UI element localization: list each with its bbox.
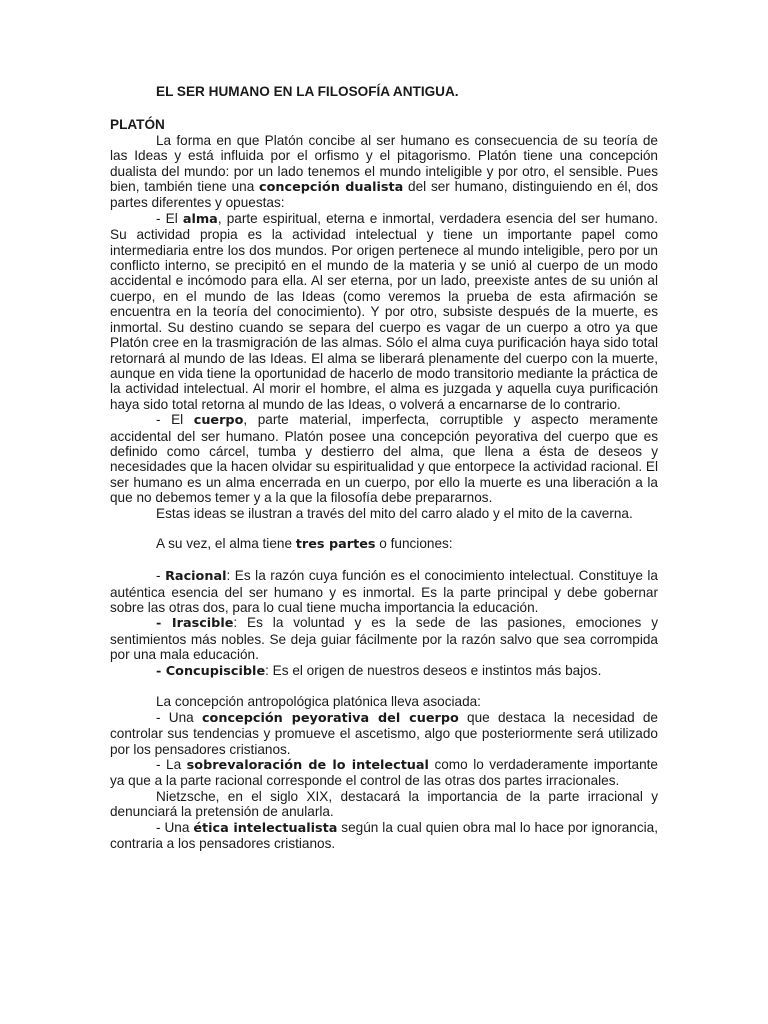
bold-term: concepción dualista <box>259 180 404 196</box>
bold-term: - Irascible <box>156 616 234 632</box>
bold-term: sobrevaloración de lo intelectual <box>186 758 429 774</box>
text-run: : Es la razón cuya función es el conocimiento intelectual. Constituye la auténtica esencia del ser humano y es inmortal. Es la parte principal y debe gobernar sobre las otras dos, para lo cual tiene mucha importancia la educación. <box>110 568 658 615</box>
document-page <box>110 84 658 851</box>
text-run: que destaca la necesidad de controlar sus tendencias y promueve el ascetismo, algo que posteriormente será utilizado por los pensadores cristianos. <box>110 709 658 757</box>
text-run: , parte material, imperfecta, corruptible y aspecto meramente accidental del ser humano. Platón posee una concepción peyorativa del cuerpo que es definido como cárcel, tumba y destierro del alma, que llena a ésta de deseos y necesidades que la hacen olvidar su espiritualidad y que entorpece la actividad racional. El ser humano es un alma encerrada en un cuerpo, por ello la muerte es una liberación a la que no debemos temer y a la que la filosofía debe prepararnos. <box>110 412 658 506</box>
text-run: - <box>156 568 166 584</box>
paragraph-tres-partes <box>110 536 658 552</box>
bold-term: Racional <box>165 569 227 585</box>
paragraph-concupiscible <box>110 663 658 679</box>
bold-term: - Concupiscible <box>156 663 266 679</box>
bold-term: cuerpo <box>193 413 244 429</box>
text-run: Estas ideas se ilustran a través del mito del carro alado y el mito de la caverna. <box>156 505 633 521</box>
paragraph-alma <box>110 211 658 412</box>
paragraph-intro <box>110 133 658 211</box>
text-run: - Una <box>156 709 202 725</box>
paragraph-sobrevaloracion <box>110 757 658 789</box>
bold-term: ética intelectualista <box>193 820 338 836</box>
text-run: : Es la voluntad y es la sede de las pasiones, emociones y sentimientos más nobles. Se deja guiar fácilmente por la razón salvo que sea corrompida por una mala educación. <box>110 615 659 663</box>
bold-term: alma <box>182 211 218 227</box>
text-run: : Es el origen de nuestros deseos e instintos más bajos. <box>265 662 602 678</box>
text-run: - El <box>156 210 183 226</box>
paragraph-cuerpo <box>110 412 658 505</box>
text-run: como lo verdaderamente importante ya que a la parte racional corresponde el control de las otras dos partes irracionales. <box>110 757 658 789</box>
text-run: A su vez, el alma tiene <box>156 536 296 552</box>
section-heading-platon: PLATÓN <box>110 117 165 133</box>
text-run: La concepción antropológica platónica lleva asociada: <box>156 694 481 710</box>
paragraph-racional <box>110 568 658 615</box>
text-run: o funciones: <box>375 536 453 552</box>
paragraph-mitos <box>110 506 658 521</box>
text-run: - El <box>156 412 194 428</box>
text-run: , parte espiritual, eterna e inmortal, verdadera esencia del ser humano. Su actividad propia es la actividad intelectual y tiene un importante papel como intermediaria entre los dos mundos. Por origen pertenece al mundo inteligible, pero por un conflicto interno, se precipitó en el mundo de la materia y se unió al cuerpo de un modo accidental e incómodo para ella. Al ser eterna, por un lado, preexiste antes de su unión al cuerpo, en el mundo de las Ideas (como veremos la prueba de esta afirmación se encuentra en la teoría del conocimiento). Y por otro, subsiste después de la muerte, es inmortal. Su destino cuando se separa del cuerpo es vagar de un cuerpo a otro ya que Platón cree en la trasmigración de las almas. Sólo el alma cuya purificación haya sido total retornará al mundo de las Ideas. El alma se liberará plenamente del cuerpo con la muerte, aunque en vida tiene la oportunidad de hacerlo de modo transitorio mediante la práctica de la actividad intelectual. Al morir el hombre, el alma es juzgada y aquella cuya purificación haya sido total retorna al mundo de las Ideas, o volverá a encarnarse de lo contrario. <box>110 210 658 412</box>
paragraph-nietzsche <box>110 789 658 820</box>
document-title: EL SER HUMANO EN LA FILOSOFÍA ANTIGUA. <box>156 84 459 99</box>
paragraph-conclusion-intro <box>110 694 658 709</box>
text-run: del ser humano, distinguiendo en él, dos partes diferentes y opuestas: <box>110 179 659 211</box>
text-run: - La <box>156 757 187 773</box>
text-run: Nietzsche, en el siglo XIX, destacará la importancia de la parte irracional y denunciará la pretensión de anularla. <box>110 788 658 820</box>
text-run: La forma en que Platón concibe al ser humano es consecuencia de su teoría de las Ideas y está influida por el orfismo y el pitagorismo. Platón tiene una concepción dualista del mundo: por un lado tenemos el mundo inteligible y por otro, el sensible. Pues bien, también tiene una <box>110 132 658 195</box>
paragraph-irascible <box>110 615 658 662</box>
text-run: - Una <box>156 819 194 835</box>
bold-term: concepción peyorativa del cuerpo <box>201 710 459 726</box>
paragraph-etica <box>110 820 658 852</box>
bold-term: tres partes <box>295 537 376 553</box>
text-run: según la cual quien obra mal lo hace por ignorancia, contraria a los pensadores cristianos. <box>110 819 658 852</box>
paragraph-peyorativa <box>110 710 658 757</box>
